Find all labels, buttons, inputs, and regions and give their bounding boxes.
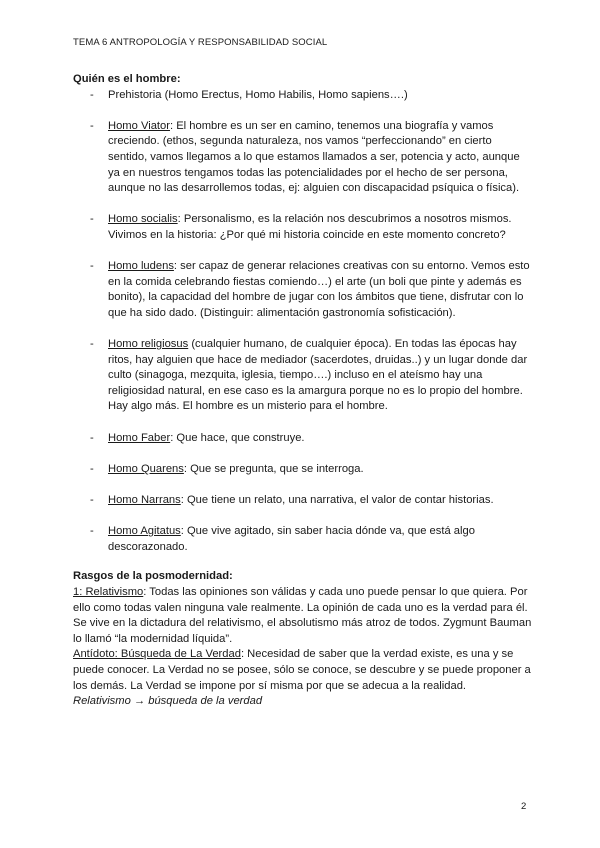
- homo-list: [73, 88, 533, 556]
- paragraph-antidoto: [73, 647, 533, 694]
- item-text: : Que hace, que construye.: [170, 431, 305, 444]
- item-text: : Que tiene un relato, una narrativa, el valor de contar historias.: [180, 494, 494, 507]
- bullet-dash: -: [90, 260, 94, 273]
- list-item: [73, 524, 533, 555]
- list-item: [73, 119, 533, 197]
- list-item: [73, 88, 533, 104]
- item-text: : Que vive agitado, sin saber hacia dónde va, que está algo descorazonado.: [108, 525, 475, 553]
- paragraph-text: : Necesidad de saber que la verdad existe, es una y se puede conocer. La Verdad no se posee, sólo se conoce, se descubre y se puede proponer a los demás. La Verdad se impone por sí misma por que se adecua a la realidad.: [73, 648, 531, 692]
- item-text: : ser capaz de generar relaciones creativas con su entorno. Vemos esto en la comida celebrando fiestas comiendo…) el arte (un boli que pinte y además es bonito), la capacidad del hombre de jugar con los ámbitos que tiene, disfrutar con lo que ha sido dado. (Distinguir: alimentación gastronomía sofisticación).: [108, 260, 530, 319]
- list-item: [73, 212, 533, 243]
- page-header: TEMA 6 ANTROPOLOGÍA Y RESPONSABILIDAD SOCIAL: [73, 37, 328, 48]
- list-item: [73, 259, 533, 321]
- list-item: [73, 337, 533, 415]
- paragraph-relativismo: [73, 585, 533, 647]
- section-title-quien: Quién es el hombre:: [73, 73, 181, 85]
- list-item: [73, 462, 533, 478]
- item-text: : Que se pregunta, que se interroga.: [183, 462, 364, 475]
- paragraph-conclusion: Relativismo → búsqueda de la verdad: [73, 695, 263, 708]
- section-title-rasgos: Rasgos de la posmodernidad:: [73, 570, 233, 583]
- bullet-dash: -: [90, 88, 94, 101]
- paragraph-term: 1: Relativismo: [73, 586, 144, 598]
- bullet-dash: -: [90, 213, 94, 226]
- bullet-dash: -: [90, 525, 94, 538]
- item-term: Homo Faber: [108, 431, 171, 444]
- bullet-dash: -: [90, 338, 94, 351]
- paragraph-term: Antídoto: Búsqueda de La Verdad: [73, 648, 241, 661]
- item-text: (cualquier humano, de cualquier época). En todas las épocas hay ritos, hay alguien que hace de mediador (sacerdotes, druidas..) y un lugar donde dar culto (sinagoga, mezquita, iglesia, tiempo….) incluso en el ateísmo hay una religiosidad natural, en ese caso es la amargura porque no es lo propio del hombre. Hay algo más. El hombre es un misterio para el hombre.: [108, 338, 528, 413]
- item-term: Homo religiosus: [108, 338, 189, 351]
- paragraph-text: : Todas las opiniones son válidas y cada uno puede pensar lo que quiera. Por ello como todas valen ninguna vale realmente. La opinión de cada uno es la verdad para él. Se vive en la dictadura del relativismo, el absolutismo más atroz de todos. Zygmunt Bauman lo llamó “la modernidad líquida”.: [73, 586, 532, 645]
- bullet-dash: -: [90, 494, 94, 507]
- item-term: Homo Viator: [108, 119, 170, 132]
- item-text: Prehistoria (Homo Erectus, Homo Habilis, Homo sapiens….): [108, 88, 408, 101]
- item-term: Homo socialis: [108, 213, 178, 226]
- item-term: Homo Narrans: [108, 494, 181, 507]
- list-item: [73, 493, 533, 509]
- bullet-dash: -: [90, 119, 94, 132]
- item-term: Homo ludens: [108, 260, 174, 273]
- item-text: : El hombre es un ser en camino, tenemos una biografía y vamos creciendo. (ethos, segunda naturaleza, nos vamos “perfeccionando” en cierto sentido, vamos llegamos a lo que estamos llamados a ser, potencia y acto, aunque ya en nuestros tengamos todas las potencialidades por el hecho de ser persona, aunque no las desarrollemos todas, ej: alguien con discapacidad psíquica o física).: [108, 119, 520, 195]
- document-body: [73, 72, 533, 710]
- item-term: Homo Agitatus: [108, 525, 181, 538]
- bullet-dash: -: [90, 462, 94, 475]
- item-text: : Personalismo, es la relación nos descubrimos a nosotros mismos. Vivimos en la historia: ¿Por qué mi historia coincide en este momento concreto?: [108, 213, 512, 241]
- bullet-dash: -: [90, 431, 94, 444]
- page-number: 2: [521, 801, 527, 812]
- list-item: [73, 431, 533, 447]
- item-term: Homo Quarens: [108, 462, 184, 475]
